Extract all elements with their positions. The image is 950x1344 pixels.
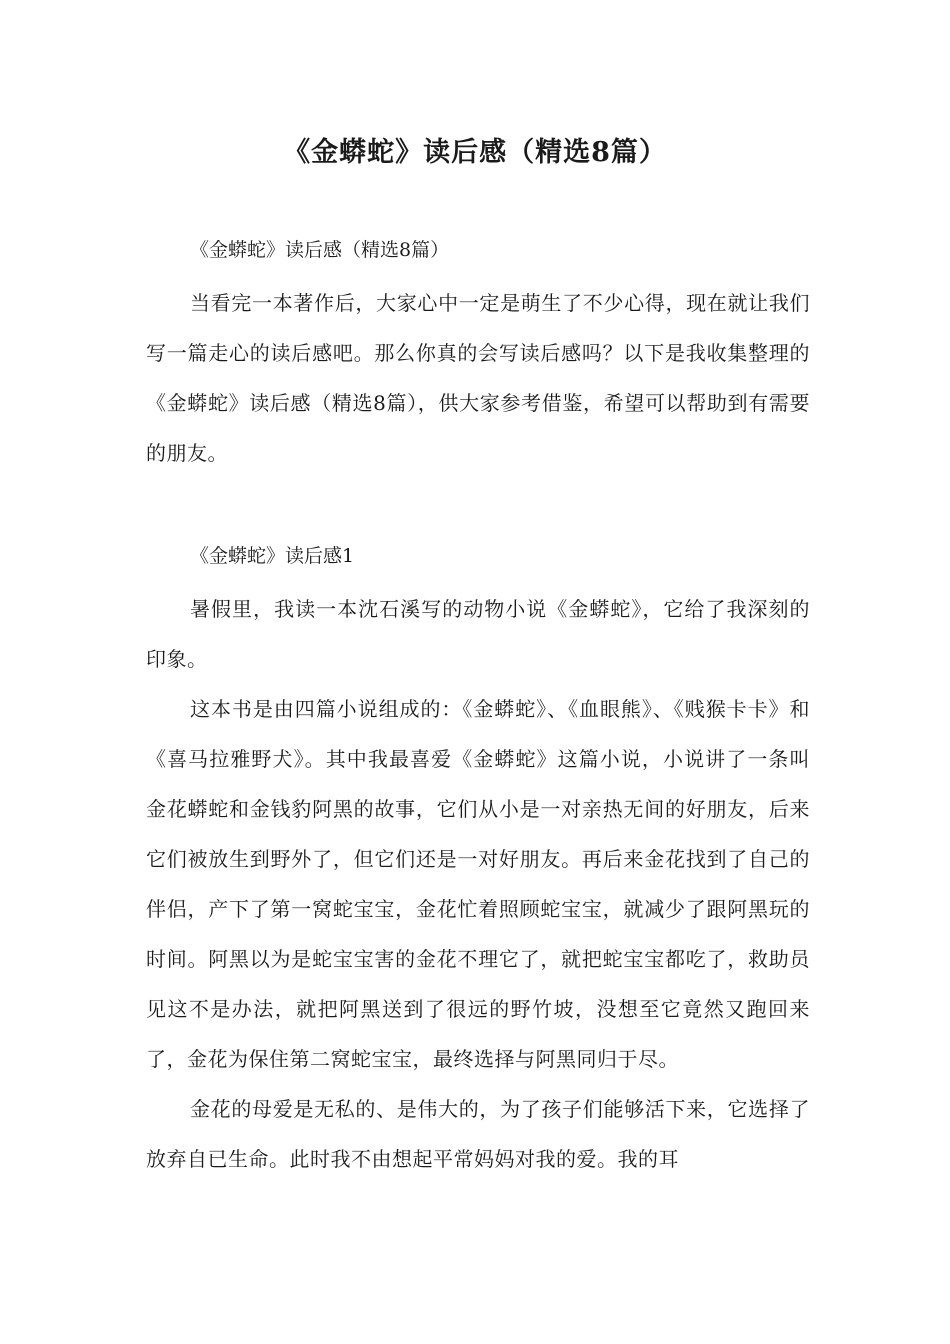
body-paragraph: 暑假里，我读一本沈石溪写的动物小说《金蟒蛇》，它给了我深刻的印象。: [146, 597, 810, 671]
document-subtitle: 《金蟒蛇》读后感（精选8篇）: [190, 239, 450, 261]
document-body: [146, 228, 810, 1184]
document-title: 《金蟒蛇》读后感（精选8篇）: [283, 137, 667, 168]
section-heading: 《金蟒蛇》读后感1: [190, 545, 355, 567]
intro-paragraph: 当看完一本著作后，大家心中一定是萌生了不少心得，现在就让我们写一篇走心的读后感吧。那么你真的会写读后感吗？以下是我收集整理的《金蟒蛇》读后感（精选8篇），供大家参考借鉴，希望可以帮助到有需要的朋友。: [146, 291, 810, 465]
body-paragraph: 这本书是由四篇小说组成的：《金蟒蛇》、《血眼熊》、《贱猴卡卡》和《喜马拉雅野犬》。其中我最喜爱《金蟒蛇》这篇小说，小说讲了一条叫金花蟒蛇和金钱豹阿黑的故事，它们从小是一对亲热无间的好朋友，后来它们被放生到野外了，但它们还是一对好朋友。再后来金花找到了自己的伴侣，产下了第一窝蛇宝宝，金花忙着照顾蛇宝宝，就减少了跟阿黑玩的时间。阿黑以为是蛇宝宝害的金花不理它了，就把蛇宝宝都吃了，救助员见这不是办法，就把阿黑送到了很远的野竹坡，没想至它竟然又跑回来了，金花为保住第二窝蛇宝宝，最终选择与阿黑同归于尽。: [146, 697, 810, 1071]
body-paragraph: 金花的母爱是无私的、是伟大的，为了孩子们能够活下来，它选择了放弃自已生命。此时我不由想起平常妈妈对我的爱。我的耳: [146, 1097, 810, 1171]
section-spacer: [146, 478, 810, 530]
